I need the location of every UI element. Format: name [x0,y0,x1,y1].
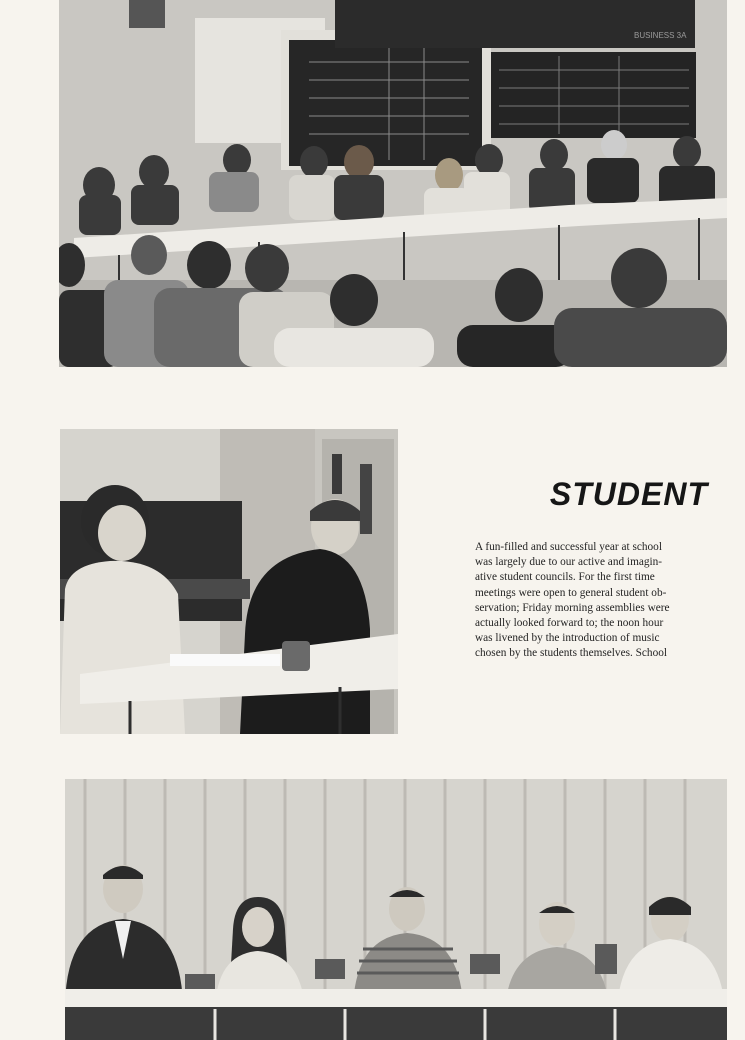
body-line: chosen by the students themselves. School [475,647,668,660]
body-line: servation; Friday morning assemblies were [475,601,670,614]
body-line: was livened by the introduction of music [475,632,660,645]
body-line: meetings were open to general student ob- [475,586,667,599]
photo-council-meeting [59,0,727,367]
body-line: ative student councils. For the first time [475,571,655,584]
photo-advisors-image [60,429,398,734]
body-line: was largely due to our active and imagin- [475,556,663,569]
photo-council-meeting-image [59,0,727,367]
chalkboard-heading: BUSINESS 3A [634,31,687,40]
page-heading: STUDENT [549,476,708,512]
photo-council-members [65,779,727,1040]
photo-council-members-image [65,779,727,1040]
body-paragraph [475,540,707,662]
photo-advisors [60,429,398,734]
body-line: A fun-filled and successful year at school [475,541,662,553]
body-line: actually looked forward to; the noon hour [475,617,664,630]
